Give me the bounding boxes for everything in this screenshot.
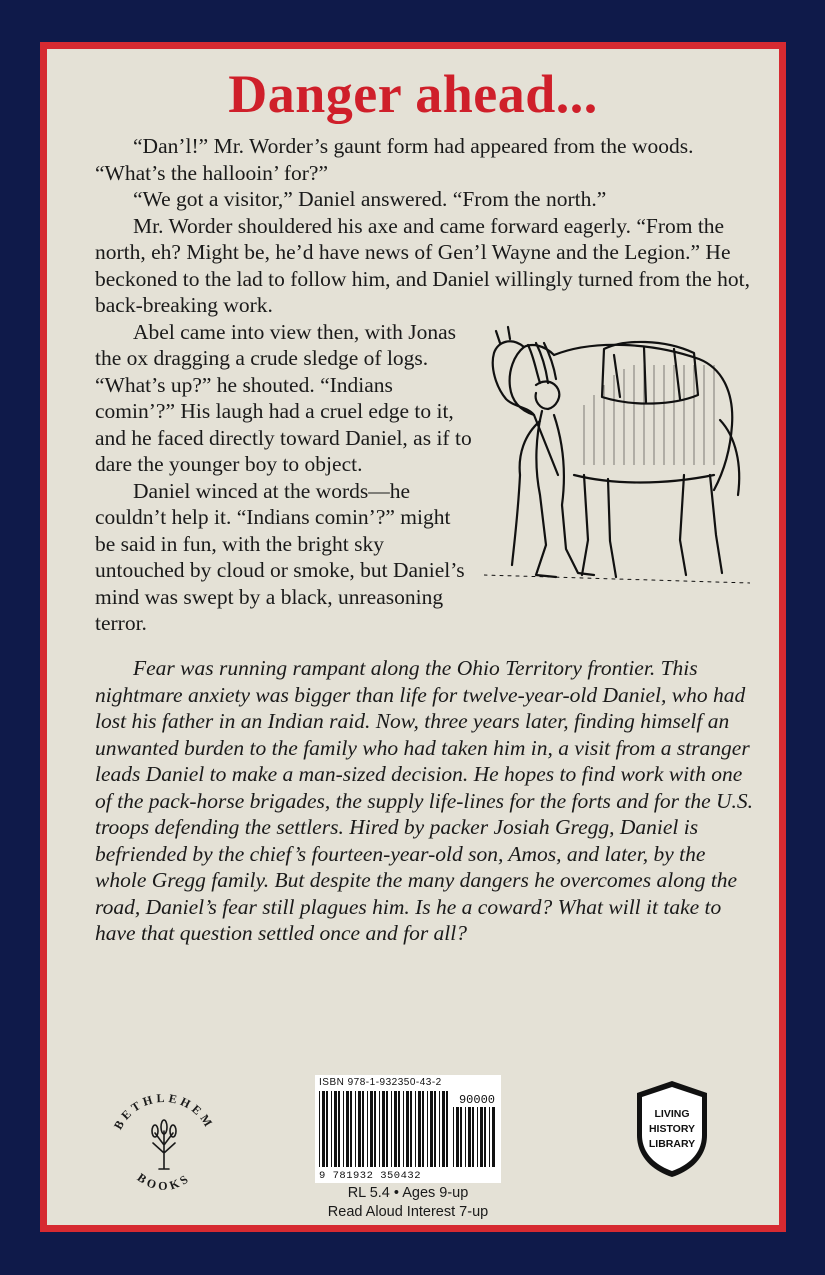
barcode-bar xyxy=(367,1091,368,1167)
bethlehem-books-logo xyxy=(99,1087,229,1197)
barcode-bar xyxy=(418,1091,421,1167)
svg-text:BOOKS xyxy=(135,1170,194,1193)
publisher-name: BETHLEHEM xyxy=(110,1090,218,1132)
barcode-bar xyxy=(391,1091,392,1167)
excerpt-paragraph: Daniel winced at the words—he couldn’t help it. “Indians comin’?” might be said in fun, with the bright sky untouched by cloud or smoke, but Daniel’s mind was swept by a black, unreasoning terror. xyxy=(95,478,465,635)
barcode-bars xyxy=(319,1091,449,1167)
barcode-bar xyxy=(465,1107,466,1167)
barcode-bar xyxy=(415,1091,416,1167)
barcode-bar xyxy=(427,1091,428,1167)
headline: Danger ahead... xyxy=(228,64,598,124)
horse-illustration xyxy=(484,325,750,589)
barcode-bar xyxy=(334,1091,337,1167)
barcode-bar xyxy=(434,1091,436,1167)
price-code: 90000 xyxy=(458,1093,495,1107)
barcode-bar xyxy=(422,1091,424,1167)
excerpt-paragraph: “We got a visitor,” Daniel answered. “From the north.” xyxy=(133,187,607,211)
barcode-bar xyxy=(406,1091,409,1167)
barcode-bar xyxy=(453,1107,454,1167)
barcode-bar xyxy=(362,1091,364,1167)
barcode-bar xyxy=(456,1107,459,1167)
series-line-1: LIVING xyxy=(654,1108,690,1120)
barcode-bar xyxy=(382,1091,385,1167)
svg-text:BETHLEHEM xyxy=(111,1091,217,1132)
barcode-bar xyxy=(430,1091,433,1167)
barcode-bar xyxy=(319,1091,320,1167)
barcode-bar xyxy=(379,1091,380,1167)
barcode-bar xyxy=(394,1091,397,1167)
publisher-books: BOOKS xyxy=(134,1170,194,1193)
barcode-bar xyxy=(346,1091,349,1167)
barcode-bar xyxy=(326,1091,328,1167)
barcode-bar xyxy=(410,1091,412,1167)
back-cover xyxy=(40,42,786,1232)
barcode-bar xyxy=(472,1107,474,1167)
excerpt-text: Mr. Worder shouldered his axe and came forward eagerly. “From the north, eh? Might be, he’d have news of Gen’l Wayne and the Legion.” He beckoned to the lad to follow him, and Daniel willingly turned from the hot, back-breaking work. xyxy=(95,213,751,317)
read-aloud-interest: Read Aloud Interest 7-up xyxy=(327,1204,489,1220)
living-history-library-logo xyxy=(633,1079,711,1179)
barcode-bar xyxy=(480,1107,483,1167)
barcode-bar xyxy=(331,1091,332,1167)
barcode-bar xyxy=(468,1107,471,1167)
barcode xyxy=(315,1075,501,1183)
barcode-bar xyxy=(398,1091,400,1167)
barcode-bar xyxy=(374,1091,376,1167)
wheat-sheaf-icon xyxy=(152,1120,176,1169)
reading-level: RL 5.4 • Ages 9-up xyxy=(347,1185,469,1201)
barcode-bar xyxy=(439,1091,440,1167)
book-blurb: Fear was running rampant along the Ohio Territory frontier. This nightmare anxiety was bigger than life for twelve-year-old Daniel, who had lost his father in an Indian raid. Now, three years later, finding himself an unwanted burden to the family who had taken him in, a visit from a stranger leads Daniel to make a man-sized decision. He hopes to find work with one of the pack-horse brigades, the supply life-lines for the forts and for the U.S. troops defending the settlers. Hired by packer Josiah Gregg, Daniel is befriended by the chief’s fourteen-year-old son, Amos, and later, by the whole Gregg family. But despite the many dangers he overcomes along the road, Daniel’s fear still plagues him. Is he a coward? What will it take to have that question settled once and for all? xyxy=(95,656,754,945)
barcode-digits: 9 781932 350432 xyxy=(319,1170,422,1182)
barcode-bar xyxy=(403,1091,404,1167)
isbn-label: ISBN 978-1-932350-43-2 xyxy=(319,1077,442,1088)
barcode-bar xyxy=(358,1091,361,1167)
barcode-bar xyxy=(477,1107,478,1167)
barcode-bar xyxy=(446,1091,448,1167)
barcode-bar xyxy=(492,1107,495,1167)
barcode-bar xyxy=(489,1107,490,1167)
barcode-bar xyxy=(386,1091,388,1167)
excerpt-paragraph xyxy=(95,213,750,319)
barcode-bar xyxy=(484,1107,486,1167)
price-barcode-bars xyxy=(453,1107,497,1167)
series-line-2: HISTORY xyxy=(648,1123,696,1135)
barcode-bar xyxy=(343,1091,344,1167)
excerpt-paragraph: Abel came into view then, with Jonas the ox dragging a crude sledge of logs. “What’s up?” he shouted. “Indians comin’?” His laugh had a cruel edge to it, and he faced directly toward Daniel, as if to dare the younger boy to object. xyxy=(95,319,472,476)
barcode-bar xyxy=(322,1091,325,1167)
barcode-bar xyxy=(350,1091,352,1167)
cover-panel xyxy=(47,49,779,1225)
series-line-3: LIBRARY xyxy=(648,1138,696,1150)
barcode-bar xyxy=(370,1091,373,1167)
barcode-bar xyxy=(442,1091,445,1167)
barcode-bar xyxy=(460,1107,462,1167)
story-excerpt xyxy=(95,133,750,637)
barcode-bar xyxy=(338,1091,340,1167)
excerpt-paragraph: “Dan’l!” Mr. Worder’s gaunt form had appeared from the woods. “What’s the hallooin’ for?” xyxy=(95,134,694,185)
barcode-bar xyxy=(355,1091,356,1167)
